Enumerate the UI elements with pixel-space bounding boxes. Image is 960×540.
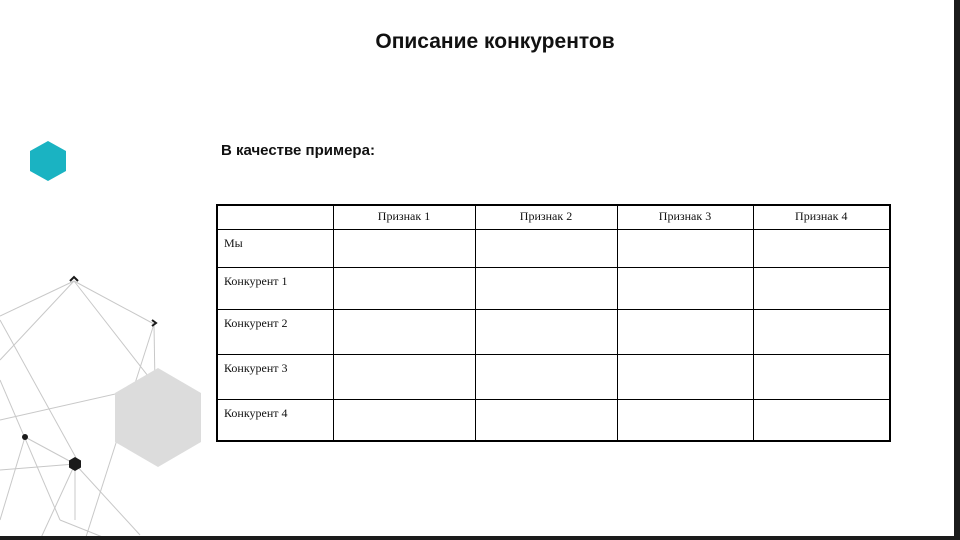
table-row bbox=[217, 268, 890, 310]
table-cell bbox=[617, 268, 753, 310]
column-header: Признак 4 bbox=[753, 205, 890, 230]
row-label: Конкурент 4 bbox=[217, 400, 333, 441]
slide-subtitle: В качестве примера: bbox=[221, 142, 375, 159]
slide-right-edge bbox=[954, 0, 960, 540]
slide-bottom-edge bbox=[0, 536, 960, 540]
competitor-comparison-table bbox=[216, 204, 891, 442]
dark-dot-node bbox=[22, 434, 28, 440]
table-cell bbox=[475, 400, 617, 441]
table-cell bbox=[333, 400, 475, 441]
column-header: Признак 2 bbox=[475, 205, 617, 230]
table-corner-cell bbox=[217, 205, 333, 230]
slide-title: Описание конкурентов bbox=[375, 30, 615, 53]
column-header: Признак 3 bbox=[617, 205, 753, 230]
teal-hexagon bbox=[30, 141, 66, 181]
table-cell bbox=[753, 230, 890, 268]
table-header-row bbox=[217, 205, 890, 230]
table-cell bbox=[333, 310, 475, 355]
gray-hexagon bbox=[115, 368, 201, 467]
table-row bbox=[217, 400, 890, 441]
table-cell bbox=[617, 230, 753, 268]
table-cell bbox=[617, 355, 753, 400]
table-row bbox=[217, 310, 890, 355]
table-cell bbox=[333, 268, 475, 310]
row-label: Мы bbox=[217, 230, 333, 268]
table-row bbox=[217, 355, 890, 400]
row-label: Конкурент 2 bbox=[217, 310, 333, 355]
row-label: Конкурент 3 bbox=[217, 355, 333, 400]
table-cell bbox=[753, 268, 890, 310]
table-cell bbox=[475, 230, 617, 268]
table-cell bbox=[475, 355, 617, 400]
table-cell bbox=[333, 355, 475, 400]
table-cell bbox=[475, 310, 617, 355]
table-cell bbox=[475, 268, 617, 310]
table-row bbox=[217, 230, 890, 268]
table-cell bbox=[753, 400, 890, 441]
table-cell bbox=[753, 310, 890, 355]
table-cell bbox=[617, 400, 753, 441]
table-cell bbox=[617, 310, 753, 355]
row-label: Конкурент 1 bbox=[217, 268, 333, 310]
node-marker bbox=[70, 277, 78, 281]
table-cell bbox=[753, 355, 890, 400]
table-cell bbox=[333, 230, 475, 268]
column-header: Признак 1 bbox=[333, 205, 475, 230]
